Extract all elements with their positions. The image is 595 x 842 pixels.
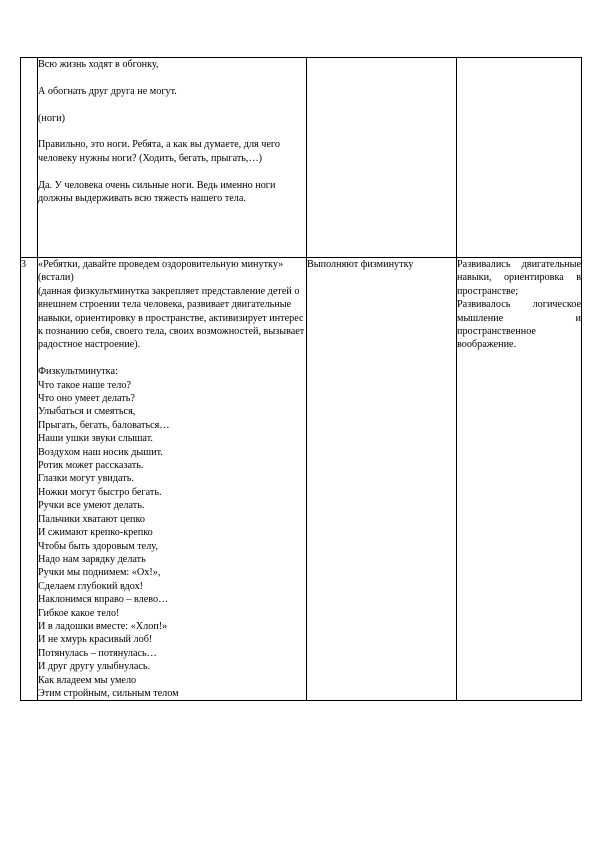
poem-line: Наши ушки звуки слышат. [38,433,153,445]
poem-line: Чтобы быть здоровым телу, [38,540,158,552]
poem-line: Пальчики хватают цепко [38,513,145,525]
poem-line: Ручки мы поднимем: «Ох!», [38,567,161,579]
poem-line: Воздухом наш носик дышит. [38,446,163,458]
poem-line: И сжимают крепко-крепко [38,527,153,539]
poem-line: Сделаем глубокий вдох! [38,580,144,592]
poem-line: Ножки могут быстро бегать. [38,486,162,498]
teacher-question: Правильно, это ноги. Ребята, а как вы думаете, для чего человеку нужны ноги? (Ходить, бегать, прыгать,…) [38,139,280,164]
result-skill-thinking: Развивалось логическое мышление и пространственное воображение. [457,299,581,351]
poem-line: Что оно умеет делать? [38,393,135,405]
result-cell [457,258,582,701]
teacher-conclusion: Да. У человека очень сильные ноги. Ведь именно ноги должны выдерживать всю тяжесть нашего тела. [38,179,276,204]
table-row [21,258,582,701]
teacher-activity-cell [38,258,307,701]
poem-title: Физкультминутка: [38,366,118,378]
poem-line: Надо нам зарядку делать [38,553,146,565]
poem-line: Ручки все умеют делать. [38,500,145,512]
riddle-answer: (ноги) [38,112,65,124]
lesson-table [20,57,582,701]
children-activity-cell: Выполняют физминутку [307,258,457,701]
table-row [21,58,582,258]
teacher-invitation: «Ребятки, давайте проведем оздоровительную минутку» (встали) [38,259,284,284]
riddle-line: Всю жизнь ходят в обгонку, [38,59,159,70]
poem-line: Потянулась – потянулась… [38,647,157,659]
children-activity-cell [307,58,457,258]
poem-line: Этим стройным, сильным телом [38,687,179,699]
step-number-cell: 3 [21,258,38,701]
teacher-activity-cell [38,58,307,258]
poem-line: И не хмурь красивый лоб! [38,634,153,646]
result-cell [457,58,582,258]
poem-line: Гибкое какое тело! [38,607,120,619]
poem-line: И в ладошки вместе: «Хлоп!» [38,620,168,632]
teacher-note: (данная физкультминутка закрепляет представление детей о внешнем строении тела человека, развивает двигательные навыки, ориентировку в пространстве, активизирует интерес к познанию себя, своего тела, своих возможностей, вызывает радостное настроение). [38,285,305,351]
poem-line: Ротик может рассказать. [38,460,144,472]
result-skill-motor: Развивались двигательные навыки, ориентировка в пространстве; [457,259,581,297]
poem-line: Наклонимся вправо – влево… [38,594,169,606]
poem-line: Улыбаться и смеяться, [38,406,136,418]
poem-line: Прыгать, бегать, баловаться… [38,419,170,431]
poem-line: Как владеем мы умело [38,674,137,686]
poem-line: Глазки могут увидать. [38,473,134,485]
riddle-line: А обогнать друг друга не могут. [38,85,177,97]
step-number-cell [21,58,38,258]
poem-line: Что такое наше тело? [38,379,131,391]
poem-line: И друг другу улыбнулась. [38,661,151,673]
poem [38,379,306,701]
